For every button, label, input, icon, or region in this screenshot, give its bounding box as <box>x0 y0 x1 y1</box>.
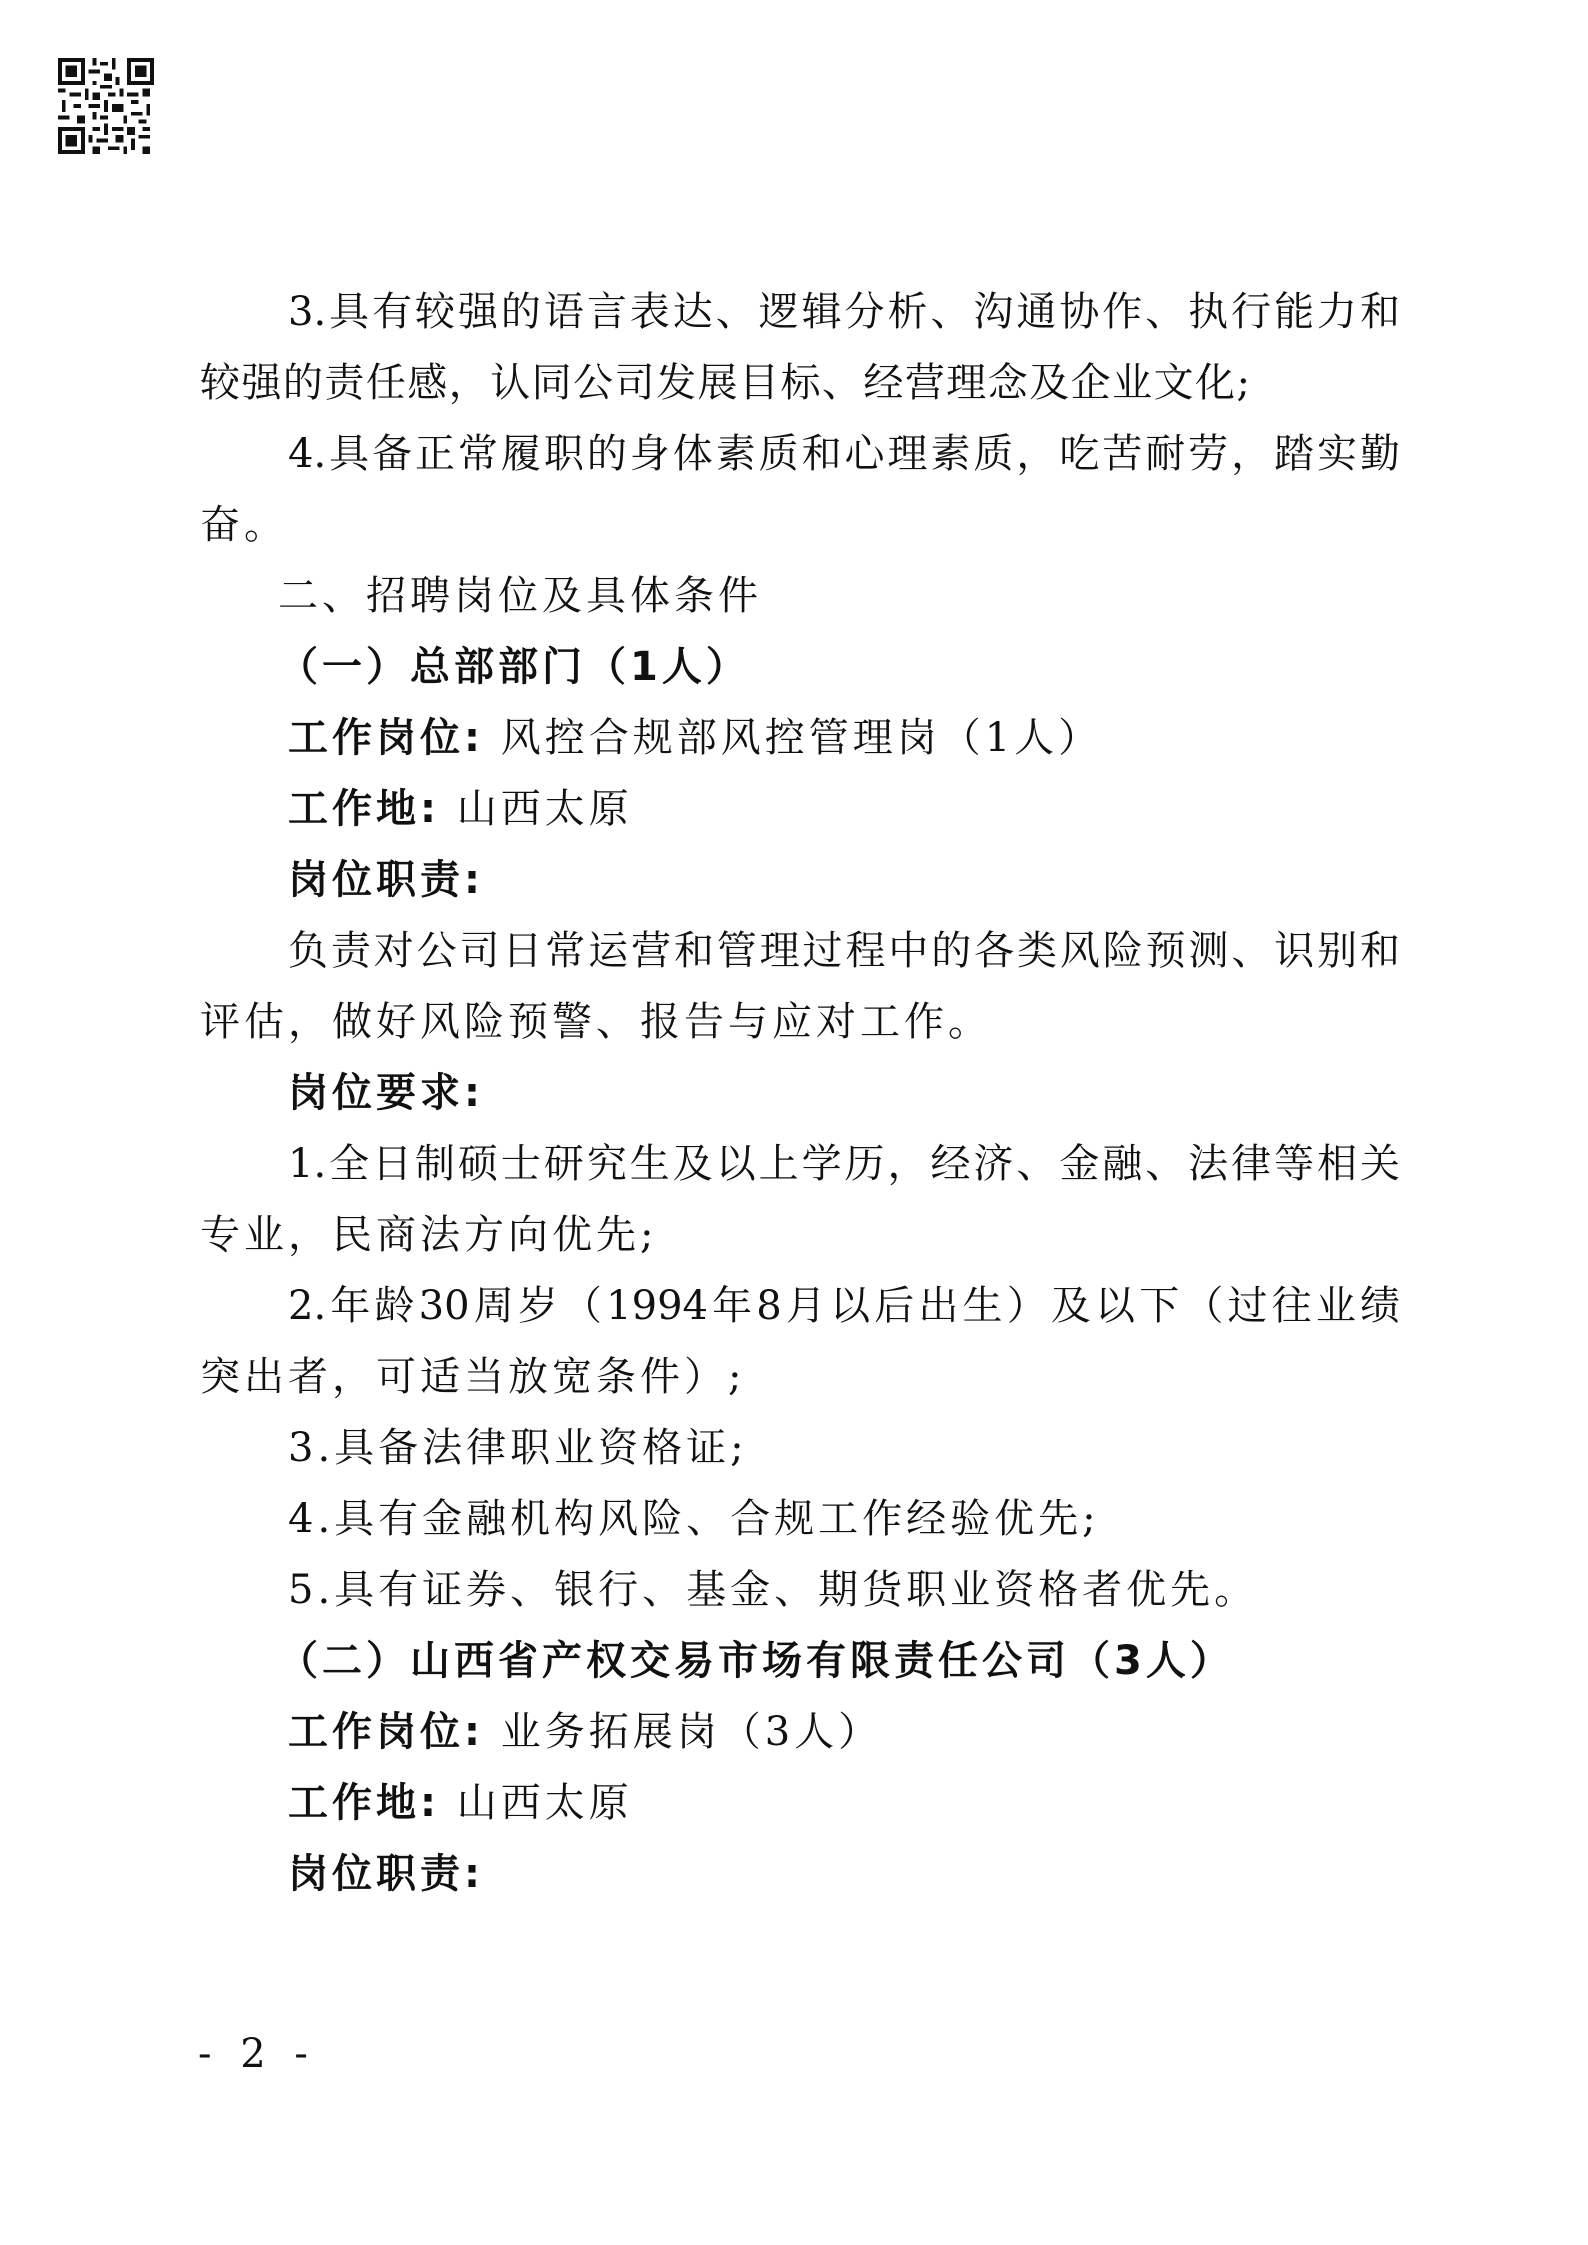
text-line: 4.具有金融机构风险、合规工作经验优先; <box>288 1496 1100 1542</box>
work-place-value: 山西太原 <box>456 1780 633 1826</box>
text-line: 4.具备正常履职的身体素质和心理素质，吃苦耐劳，踏实勤 <box>288 431 1400 477</box>
duties-heading: 岗位职责: <box>288 857 484 903</box>
text-line: 专业，民商法方向优先; <box>200 1212 658 1258</box>
page-number: - 2 - <box>198 2031 316 2077</box>
subsection-heading: （一）总部部门（1人） <box>278 644 750 690</box>
document-body <box>200 290 1400 1923</box>
work-place-label: 工作地: <box>288 786 440 832</box>
subsection-heading: （二）山西省产权交易市场有限责任公司（3人） <box>278 1638 1234 1684</box>
text-line: 2.年龄30周岁（1994年8月以后出生）及以下（过往业绩 <box>288 1283 1400 1329</box>
job-post-label: 工作岗位: <box>288 715 484 761</box>
job-post-label: 工作岗位: <box>288 1709 484 1755</box>
text-line: 5.具有证券、银行、基金、期货职业资格者优先。 <box>288 1567 1259 1613</box>
requirements-heading: 岗位要求: <box>288 1070 484 1116</box>
duties-heading: 岗位职责: <box>288 1851 484 1897</box>
work-place-value: 山西太原 <box>456 786 633 832</box>
text-line: 较强的责任感，认同公司发展目标、经营理念及企业文化; <box>200 360 1250 406</box>
text-line: 3.具有较强的语言表达、逻辑分析、沟通协作、执行能力和 <box>288 289 1400 335</box>
text-line: 1.全日制硕士研究生及以上学历，经济、金融、法律等相关 <box>288 1141 1400 1187</box>
job-post-line <box>200 1710 1400 1754</box>
qr-code-image <box>58 58 154 154</box>
work-place-label: 工作地: <box>288 1780 440 1826</box>
text-line: 奋。 <box>200 502 288 548</box>
text-line: 3.具备法律职业资格证; <box>288 1425 748 1471</box>
text-line: 突出者，可适当放宽条件）; <box>200 1354 746 1400</box>
work-place-line <box>200 1781 1400 1825</box>
job-post-value: 风控合规部风控管理岗（1人） <box>500 715 1103 761</box>
work-place-line <box>200 787 1400 831</box>
job-post-line <box>200 716 1400 760</box>
text-line: 评估，做好风险预警、报告与应对工作。 <box>200 999 992 1045</box>
text-line: 负责对公司日常运营和管理过程中的各类风险预测、识别和 <box>288 928 1400 974</box>
section-heading: 二、招聘岗位及具体条件 <box>278 573 762 619</box>
job-post-value: 业务拓展岗（3人） <box>500 1709 883 1755</box>
